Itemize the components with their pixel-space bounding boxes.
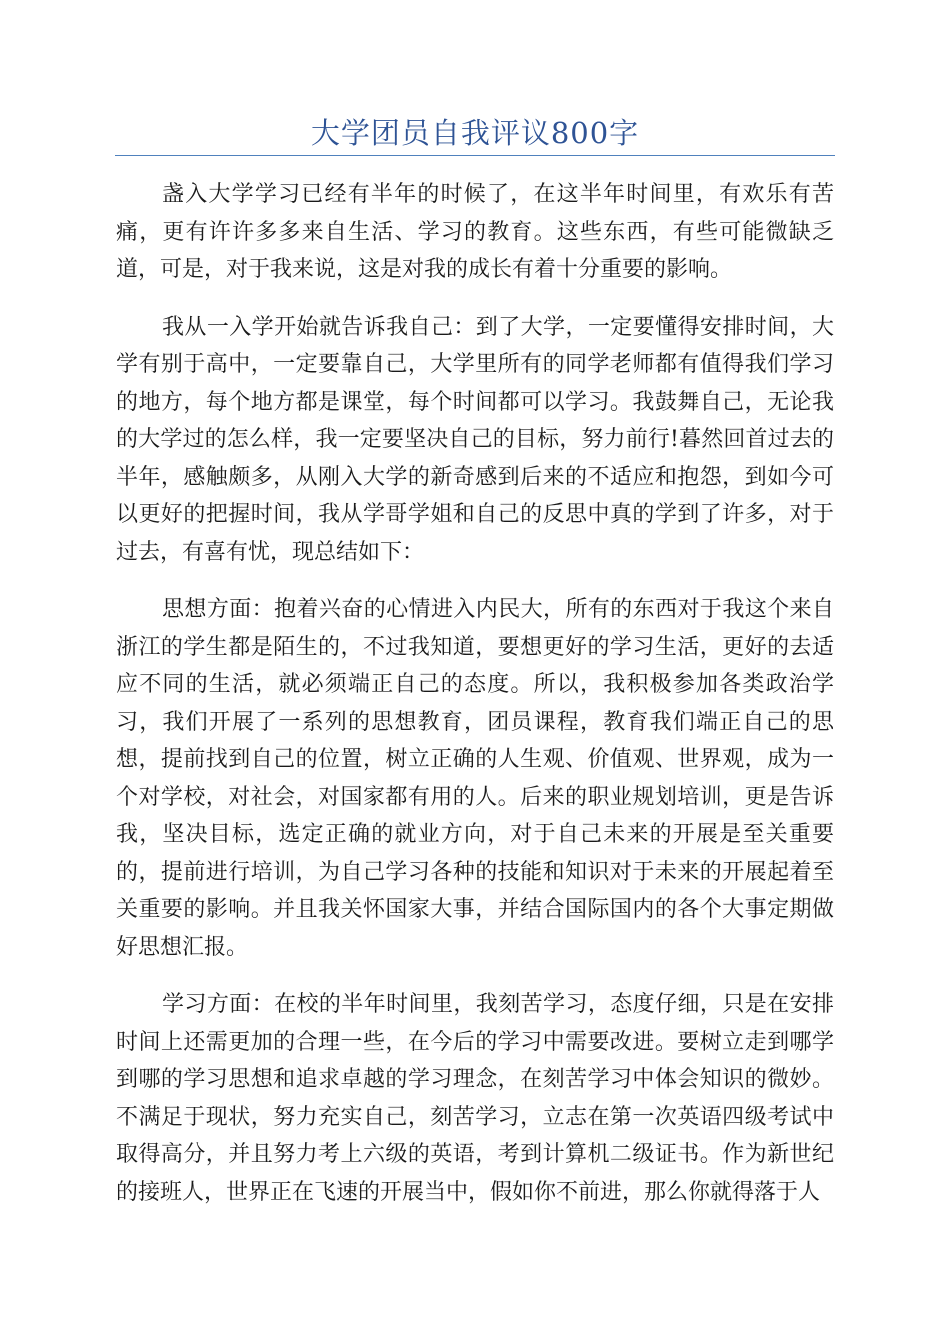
title-underline (115, 155, 835, 156)
paragraph-self-talk: 我从一入学开始就告诉我自己：到了大学，一定要懂得安排时间，大学有别于高中，一定要靠自己，大学里所有的同学老师都有值得我们学习的地方，每个地方都是课堂，每个时间都可以学习。我鼓舞自己，无论我的大学过的怎么样，我一定要坚决自己的目标，努力前行!暮然回首过去的半年，感触颇多，从刚入大学的新奇感到后来的不适应和抱怨，到如今可以更好的把握时间，我从学哥学姐和自己的反思中真的学到了许多，对于过去，有喜有忧，现总结如下： (116, 314, 834, 565)
paragraph-thought: 思想方面：抱着兴奋的心情进入内民大，所有的东西对于我这个来自浙江的学生都是陌生的，不过我知道，要想更好的学习生活，更好的去适应不同的生活，就必须端正自己的态度。所以，我积极参加各类政治学习，我们开展了一系列的思想教育，团员课程，教育我们端正自己的思想，提前找到自己的位置，树立正确的人生观、价值观、世界观，成为一个对学校，对社会，对国家都有用的人。后来的职业规划培训，更是告诉我，坚决目标，选定正确的就业方向，对于自己未来的开展是至关重要的，提前进行培训，为自己学习各种的技能和知识对于未来的开展起着至关重要的影响。并且我关怀国家大事，并结合国际国内的各个大事定期做好思想汇报。 (116, 597, 834, 960)
document-body (116, 176, 834, 1231)
document-title: 大学团员自我评议800字 (310, 116, 640, 150)
paragraph-intro: 盏入大学学习已经有半年的时候了，在这半年时间里，有欢乐有苦痛，更有许许多多来自生活、学习的教育。这些东西，有些可能微缺乏道，可是，对于我来说，这是对我的成长有着十分重要的影响。 (116, 182, 834, 282)
paragraph-study: 学习方面：在校的半年时间里，我刻苦学习，态度仔细，只是在安排时间上还需更加的合理一些，在今后的学习中需要改进。要树立走到哪学到哪的学习思想和追求卓越的学习理念，在刻苦学习中体会知识的微妙。不满足于现状，努力充实自己，刻苦学习，立志在第一次英语四级考试中取得高分，并且努力考上六级的英语，考到计算机二级证书。作为新世纪的接班人，世界正在飞速的开展当中，假如你不前进，那么你就得落于人 (116, 992, 834, 1205)
